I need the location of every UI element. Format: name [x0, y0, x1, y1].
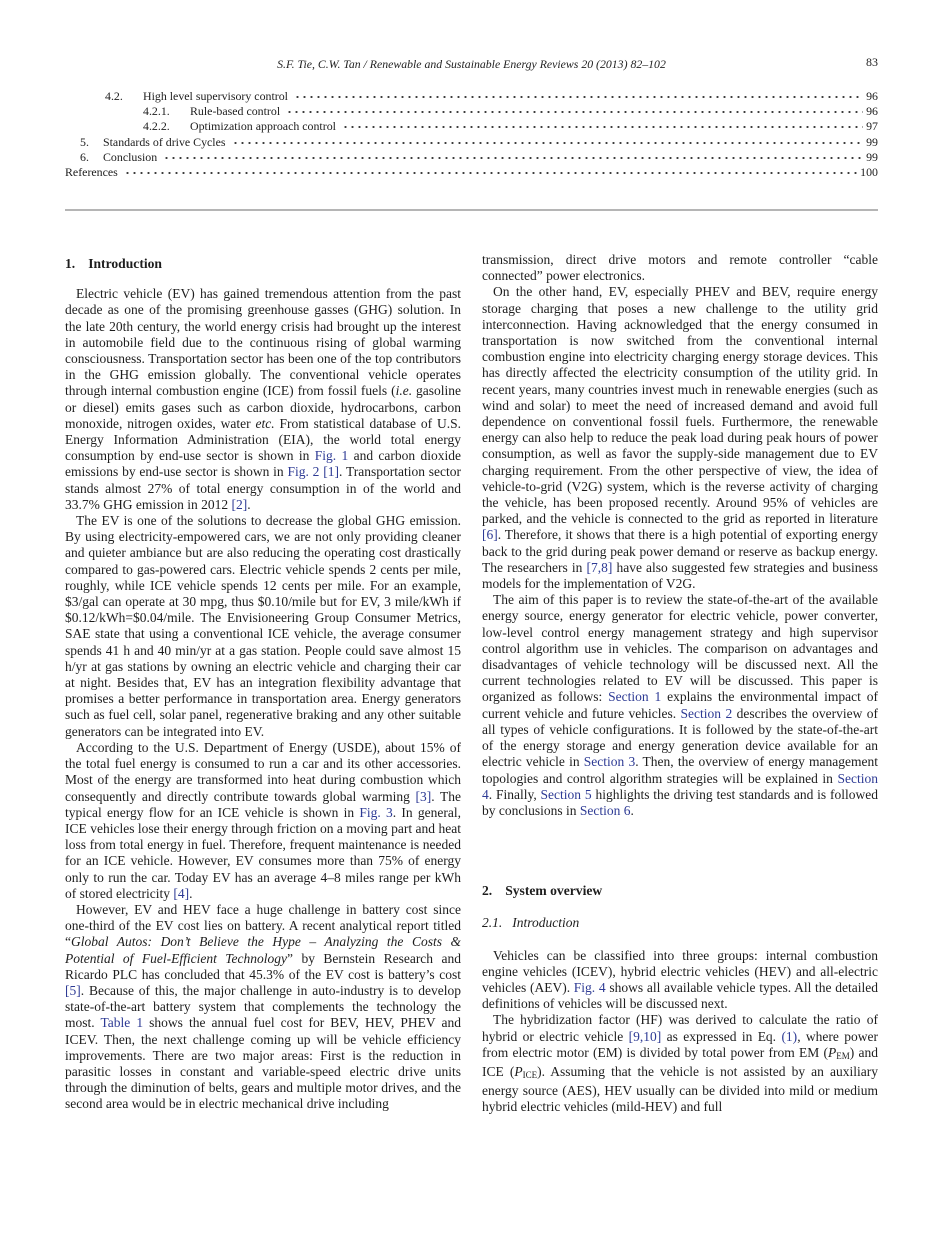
cross-reference-link[interactable]: [3] [415, 788, 432, 804]
section-number: 2. [482, 883, 493, 899]
toc-number: 5. [80, 134, 89, 149]
toc-page-number: 99 [866, 149, 878, 164]
italic-text: P [827, 1044, 837, 1060]
cross-reference-link[interactable]: Section 3 [583, 754, 636, 770]
toc-label[interactable]: Optimization approach control [190, 119, 336, 134]
right-column [482, 252, 878, 1116]
article-body [65, 252, 878, 1116]
section-heading-system-overview [482, 883, 878, 899]
toc-label[interactable]: Conclusion [103, 149, 158, 164]
section-title: Introduction [88, 256, 162, 271]
toc-dot-leader [163, 151, 863, 161]
cross-reference-link[interactable]: [7,8] [586, 559, 613, 575]
toc-label[interactable]: Rule-based control [190, 104, 281, 119]
paragraph: Vehicles can be classified into three groups: internal combustion engine vehicles (ICEV), hybrid electric vehicles (HEV) and all-electric vehicles (AEV). Fig. 4 shows all available vehicle types. All the detailed definitions of vehicles will be discussed next. [482, 947, 878, 1012]
toc-label[interactable]: Standards of drive Cycles [103, 134, 226, 149]
cross-reference-link[interactable]: Section 4 [482, 770, 878, 802]
cross-reference-link[interactable]: Fig. 3 [359, 804, 393, 820]
paragraph: The hybridization factor (HF) was derived to calculate the ratio of hybrid or electric vehicle [9,10] as expressed in Eq. (1), where power from electric motor (EM) is divided by total power from EM $(P_{EM})$ and ICE $(P_{ICE})$. Assuming that the vehicle is not assisted by an auxiliary energy source (AES), HEV usually can be divided into mild or medium hybrid electric vehicles (mild-HEV) and full [482, 1012, 879, 1115]
cross-reference-link[interactable]: [2] [231, 496, 248, 512]
toc-entry [65, 89, 878, 104]
subsection-number: 2.1. [482, 915, 503, 931]
section-number: 1. [65, 256, 76, 271]
cross-reference-link[interactable]: [5] [65, 982, 81, 998]
cross-reference-link[interactable]: Fig. 1 [314, 448, 349, 464]
subsection-heading-introduction [482, 915, 878, 931]
cross-reference-link[interactable]: Section 6 [579, 802, 631, 818]
italic-text: P [514, 1063, 523, 1079]
cross-reference-link[interactable]: (1) [781, 1028, 798, 1044]
subscript-text: EM [836, 1050, 850, 1061]
paragraph: The aim of this paper is to review the state-of-the-art of the available energy source, energy generator for electric vehicle, power converter, low-level control energy management strategy and high supervisor control algorithm use in vehicles. The comparison on advantages and disadvantages of vehicle technology will be discussed next. All the current technologies related to EV will be discussed. This paper is organized as follows: Section 1 explains the environmental impact of current vehicle and future vehicles. Section 2 describes the overview of all types of vehicle configurations. It is followed by the state-of-the-art of the energy storage and energy generation device available for an electric vehicle in Section 3. Then, the overview of energy management topologies and control algorithm strategies will be explained in Section 4. Finally, Section 5 highlights the driving test standards and is followed by conclusions in Section 6. [482, 592, 879, 818]
cross-reference-link[interactable]: Section 1 [608, 689, 662, 705]
cross-reference-link[interactable]: [9,10] [628, 1028, 662, 1044]
page-number: 83 [866, 55, 878, 69]
toc-page-number: 100 [860, 165, 878, 180]
subsection-title: Introduction [512, 915, 580, 931]
toc-dot-leader [232, 136, 864, 146]
section-title: System overview [505, 883, 603, 899]
toc-number: 4.2.1. [143, 104, 170, 119]
toc-number: 6. [80, 149, 89, 164]
paragraph: However, EV and HEV face a huge challenge in battery cost since one-third of the EV cost lies on battery. A recent analytical report titled “Global Autos: Don’t Believe the Hype – Analyzing the Costs & Potential of Fuel-Efficient Technology” by Bernstein Research and Ricardo PLC has concluded that 45.3% of the EV cost is battery’s cost [5]. Because of this, the major challenge in auto-industry is to develop state-of-the-art battery system that complements the technology the most. Table 1 shows the annual fuel cost for BEV, HEV, PHEV and ICEV. Then, the next challenge coming up will be vehicle efficiency improvements. There are two major areas: First is the reduction in parasitic losses in constant and variable-speed electric drive units through the diminution of belts, gears and multiple motor drives, and the second area would be in electric mechanical drive including [65, 901, 461, 1112]
paragraph: transmission, direct drive motors and remote controller “cable connected” power electronics. [482, 252, 878, 284]
italic-text: etc. [255, 415, 275, 431]
italic-text: i.e. [395, 383, 413, 399]
running-head [65, 55, 878, 73]
paragraph: The EV is one of the solutions to decrease the global GHG emission. By using electricity-empowered cars, we are not only providing cleaner and quieter ambiance but are also reducing the operating cost drastically compared to gas-powered cars. Electric vehicle spends 2 cents per mile, roughly, while ICE vehicle spends 12 cents per mile. For an example, $3/gal can operate at 30 mpg, thus $0.10/mile but for EV, 3 mile/kWh if $0.12/kWh=$0.04/mile. The Envisioneering Group Consumer Metrics, SAE state that using a conventional ICE vehicle, the average consumer spends 41 h and 40 min/yr at a gas station. People could save almost 15 h/yr at gas stations by owning an electric vehicle and charging their car at night. Besides that, EV has an integration flexibility advantage that promises a better performance in transportation area. Energy generators such as fuel cell, solar panel, regenerative braking and any other suitable generators can be integrated into EV. [65, 513, 461, 739]
table-of-contents [65, 89, 878, 180]
italic-text: Global Autos: Don’t Believe the Hype – Analyzing the Costs & Potential of Fuel-Efficient Technology [65, 934, 461, 966]
paragraph: According to the U.S. Department of Energy (USDE), about 15% of the total fuel energy is consumed to run a car and its other accessories. Most of the energy are transformed into heat during combustion which consequently and directly contribute towards global warming [3]. The typical energy flow for an ICE vehicle is shown in Fig. 3. In general, ICE vehicles lose their energy through friction on a moving part and heat loss from total energy in fuel. Therefore, frequent maintenance is needed for an ICE vehicle. However, EV consumes more than 75% of energy only to run the car. Today EV has an average 4–8 miles range per kWh of stored electricity [4]. [65, 739, 462, 901]
toc-dot-leader [342, 120, 863, 130]
cross-reference-link[interactable]: Section 5 [540, 786, 592, 802]
subscript-text: ICE [522, 1069, 538, 1080]
paragraph: Electric vehicle (EV) has gained tremendous attention from the past decade as one of the promising greenhouse gasses (GHG) solution. In the late 20th century, the world energy crisis had brought up the interest in automobile field due to the continuous rising of global warming consciousness. Transportation sector has been one of the top contributors in the GHG emission globally. The conventional vehicle operates through internal combustion engine (ICE) from fossil fuels (i.e. gasoline or diesel) emits gases such as carbon dioxide, hydrocarbons, carbon monoxide, nitrogen oxides, water etc. From statistical database of U.S. Energy Information Administration (EIA), the world total energy consumption by end-use sector is shown in Fig. 1 and carbon dioxide emissions by end-use sector is shown in Fig. 2 [1]. Transportation sector stands almost 27% of total energy consumption in of the world and 33.7% GHG emission in 2012 [2]. [65, 286, 462, 512]
toc-entry [65, 104, 878, 119]
toc-dot-leader [286, 105, 863, 115]
cross-reference-link[interactable]: [4] [173, 885, 190, 901]
running-title: S.F. Tie, C.W. Tan / Renewable and Sustainable Energy Reviews 20 (2013) 82–102 [277, 57, 666, 71]
cross-reference-link[interactable]: [1] [323, 464, 339, 480]
toc-dot-leader [124, 166, 857, 176]
toc-number: 4.2.2. [143, 119, 170, 134]
toc-page-number: 99 [866, 134, 878, 149]
toc-page-number: 96 [866, 104, 878, 119]
paragraph: On the other hand, EV, especially PHEV and BEV, require energy storage charging that poses a new challenge to the utility grid interconnection. Having acknowledged that the energy consumed in transportation is now switched from the conventional internal combustion engine into electricity charging energy storage devices. This has directly affected the electricity consumption of the utility grid. In recent years, many countries invest much in renewable energies (such as wind and solar) to meet the need of increased demand and avoid full dependence on conventional fossil fuels. Furthermore, the renewable energy can also help to reduce the peak load during peak hours of power consumption, as well as favor the supply-side management due to EV charging requirement. From the other perspective of view, the idea of vehicle-to-grid (V2G) system, which is the reverse activity of charging the vehicle, has been proposed recently. Around 95% of vehicles are parked, and the vehicle is connected to the grid as reported in literature [6]. Therefore, it shows that there is a high potential of exporting energy back to the grid during peak power demand or reserve as backup energy. The researchers in [7,8] have also suggested few strategies and business models for the implementation of V2G. [482, 284, 878, 592]
cross-reference-link[interactable]: Fig. 2 [287, 464, 320, 480]
section-heading-introduction [65, 256, 461, 272]
divider-rule [65, 209, 878, 211]
cross-reference-link[interactable]: Table 1 [100, 1015, 144, 1031]
toc-entry [65, 135, 878, 150]
toc-label[interactable]: References [65, 165, 118, 180]
left-column [65, 252, 461, 1116]
toc-page-number: 96 [866, 89, 878, 103]
toc-number: 4.2. [105, 89, 123, 103]
toc-entry [65, 150, 878, 165]
cross-reference-link[interactable]: Section 2 [680, 705, 733, 721]
toc-dot-leader [294, 90, 863, 100]
toc-entry-references [65, 165, 878, 180]
toc-page-number: 97 [866, 119, 878, 134]
toc-entry [65, 119, 878, 134]
toc-label[interactable]: High level supervisory control [143, 89, 288, 103]
cross-reference-link[interactable]: Fig. 4 [573, 979, 606, 995]
cross-reference-link[interactable]: [6] [482, 527, 498, 543]
